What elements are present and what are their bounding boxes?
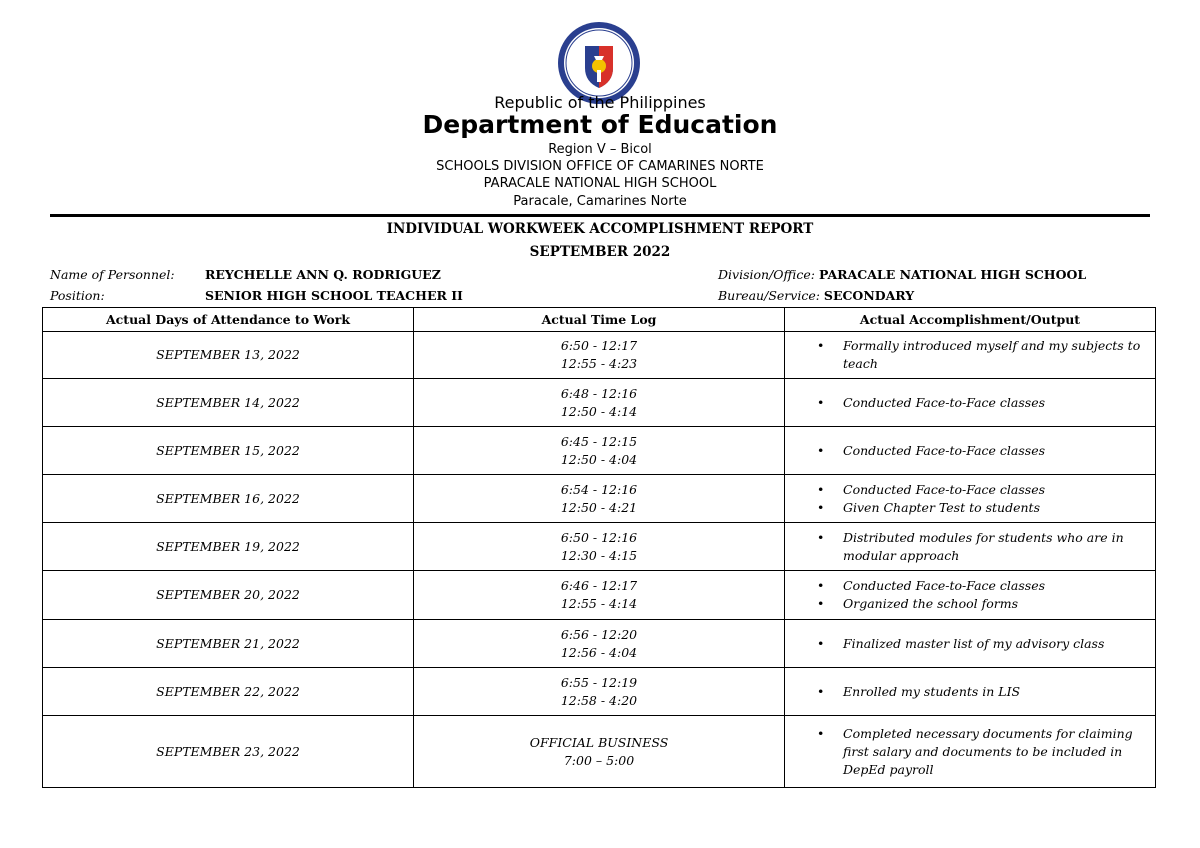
time-log-cell: [414, 620, 785, 668]
accomplishment-cell: [785, 620, 1156, 668]
accomplishment-cell: [785, 475, 1156, 523]
accomplishment-item: • Distributed modules for students who are in modular approach: [817, 529, 1147, 565]
table-header-row: [43, 308, 1156, 332]
time-log-entry: 7:00 – 5:00: [563, 752, 635, 768]
time-log-entry: 6:48 - 12:16: [560, 385, 638, 401]
time-log-entry: 6:55 - 12:19: [560, 674, 638, 690]
column-header-accomplishment: Actual Accomplishment/Output: [785, 308, 1156, 332]
attendance-date: SEPTEMBER 16, 2022: [43, 475, 414, 523]
time-log-entry: 12:30 - 4:15: [560, 547, 638, 563]
time-log-entry: 12:50 - 4:21: [560, 499, 638, 515]
time-log-cell: [414, 427, 785, 475]
attendance-date: SEPTEMBER 20, 2022: [43, 571, 414, 620]
bureau-value: SECONDARY: [823, 288, 915, 303]
accomplishment-item: • Given Chapter Test to students: [817, 499, 1147, 517]
table-row: [43, 668, 1156, 716]
time-log-entry: 6:46 - 12:17: [560, 578, 638, 593]
time-log-cell: [414, 716, 785, 788]
time-log-cell: [414, 475, 785, 523]
position-label: Position:: [50, 288, 105, 303]
accomplishment-item: • Enrolled my students in LIS: [817, 683, 1147, 701]
accomplishment-item: • Conducted Face-to-Face classes: [817, 394, 1147, 412]
table-row: [43, 523, 1156, 571]
attendance-date: SEPTEMBER 15, 2022: [43, 427, 414, 475]
time-log-cell: [414, 668, 785, 716]
accomplishment-cell: [785, 379, 1156, 427]
time-log-entry: 12:56 - 4:04: [560, 644, 638, 660]
attendance-date: SEPTEMBER 19, 2022: [43, 523, 414, 571]
time-log-entry: OFFICIAL BUSINESS: [529, 734, 669, 750]
personnel-name: REYCHELLE ANN Q. RODRIGUEZ: [205, 267, 441, 282]
accomplishment-item: • Formally introduced myself and my subjects to teach: [817, 337, 1147, 373]
time-log-entry: 12:58 - 4:20: [560, 692, 638, 708]
location-text: Paracale, Camarines Norte: [513, 194, 687, 209]
time-log-entry: 12:50 - 4:04: [560, 451, 638, 467]
time-log-entry: 12:55 - 4:23: [560, 356, 638, 371]
attendance-date: SEPTEMBER 14, 2022: [43, 379, 414, 427]
table-row: [43, 716, 1156, 788]
accomplishment-item: • Finalized master list of my advisory class: [817, 635, 1147, 653]
attendance-date: SEPTEMBER 13, 2022: [43, 332, 414, 379]
accomplishment-cell: [785, 716, 1156, 788]
table-row: [43, 379, 1156, 427]
attendance-date: SEPTEMBER 21, 2022: [43, 620, 414, 668]
division-office-text: SCHOOLS DIVISION OFFICE OF CAMARINES NORTE: [436, 159, 764, 174]
personnel-name-label: Name of Personnel:: [50, 267, 175, 282]
header-divider: [50, 214, 1150, 217]
region-text: Region V – Bicol: [548, 142, 652, 157]
time-log-cell: [414, 523, 785, 571]
division-office-label: Division/Office:: [718, 267, 815, 282]
accomplishment-cell: [785, 332, 1156, 379]
time-log-entry: 12:55 - 4:14: [560, 596, 638, 611]
time-log-entry: 6:54 - 12:16: [560, 481, 638, 497]
table-row: [43, 332, 1156, 379]
time-log-entry: 6:56 - 12:20: [560, 626, 638, 642]
column-header-attendance: Actual Days of Attendance to Work: [43, 308, 414, 332]
time-log-entry: 6:50 - 12:17: [560, 338, 638, 353]
department-title: Department of Education: [422, 110, 778, 139]
accomplishment-item: • Organized the school forms: [817, 595, 1147, 613]
time-log-entry: 6:50 - 12:16: [560, 529, 638, 545]
time-log-cell: [414, 379, 785, 427]
position-value: SENIOR HIGH SCHOOL TEACHER II: [205, 288, 463, 303]
column-header-time-log: Actual Time Log: [414, 308, 785, 332]
accomplishment-item: • Completed necessary documents for claiming first salary and documents to be included in DepEd payroll: [817, 725, 1147, 779]
division-office-value: PARACALE NATIONAL HIGH SCHOOL: [818, 267, 1087, 282]
accomplishment-cell: [785, 523, 1156, 571]
school-name-text: PARACALE NATIONAL HIGH SCHOOL: [483, 176, 717, 191]
table-row: [43, 620, 1156, 668]
attendance-date: SEPTEMBER 22, 2022: [43, 668, 414, 716]
table-row: [43, 427, 1156, 475]
time-log-entry: 12:50 - 4:14: [560, 403, 638, 419]
position-row: [50, 288, 105, 303]
bureau-row: [718, 288, 914, 303]
attendance-date: SEPTEMBER 23, 2022: [43, 716, 414, 788]
accomplishment-item: • Conducted Face-to-Face classes: [817, 481, 1147, 499]
table-row: [43, 571, 1156, 620]
accomplishment-item: • Conducted Face-to-Face classes: [817, 577, 1147, 595]
time-log-entry: 6:45 - 12:15: [560, 433, 638, 449]
accomplishment-cell: [785, 571, 1156, 620]
report-title: INDIVIDUAL WORKWEEK ACCOMPLISHMENT REPORT: [386, 221, 814, 237]
time-log-cell: [414, 332, 785, 379]
report-period: SEPTEMBER 2022: [529, 244, 671, 260]
table-row: [43, 475, 1156, 523]
time-log-cell: [414, 571, 785, 620]
accomplishment-item: • Conducted Face-to-Face classes: [817, 442, 1147, 460]
accomplishment-table: [42, 307, 1156, 788]
division-office-row: [718, 267, 1086, 282]
accomplishment-cell: [785, 668, 1156, 716]
republic-text: Republic of the Philippines: [494, 93, 706, 112]
bureau-label: Bureau/Service:: [718, 288, 820, 303]
personnel-name-row: [50, 267, 175, 282]
accomplishment-cell: [785, 427, 1156, 475]
